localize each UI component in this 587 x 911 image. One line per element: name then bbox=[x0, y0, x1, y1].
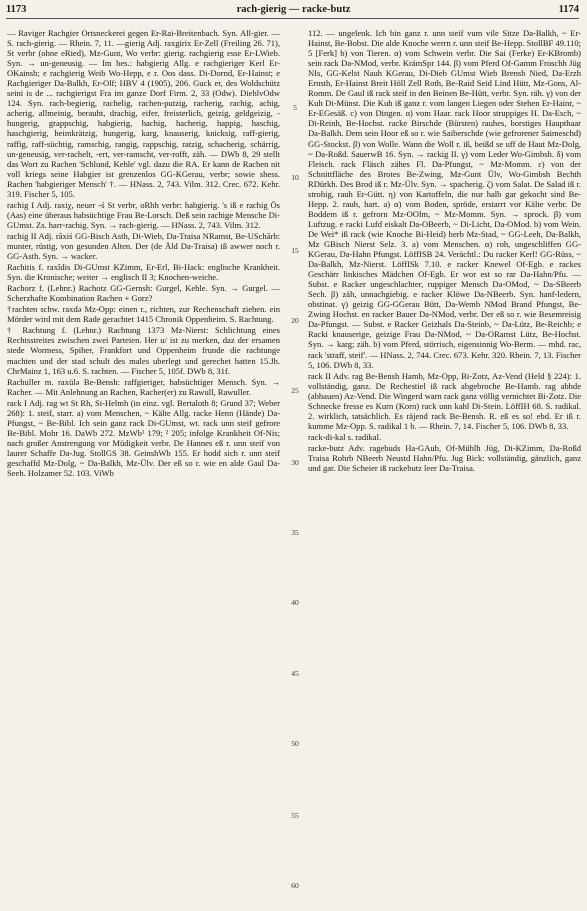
running-head: rach-gierig — racke-butz bbox=[236, 4, 351, 15]
line-number: 30 bbox=[291, 458, 299, 467]
page-number-right: 1174 bbox=[558, 4, 579, 15]
header-rule bbox=[6, 18, 579, 19]
entry-rachgier-continued: — Raviger Rachgier Ortsneckerei gegen Er-Rai-Breitenbach. Syn. All-gier. — S. rach-gierig. — Rhein. 7, 11. —gierig Adj. raxgirix Er-Zell (Freiling 26. 71), St verbr (ohne eRied), Mz-Gunt, Wo verbr: gierig. rachgierig esse Er-LWieb. Syn. → un-geneusig. — Im bes.: habgierig Allg. e rachgieriger Kerl Er-OKainsb; e rachgierig Weib Wo-Hepp, e r. Oos dass. Di-Dornd, Er-Hainst; e Rachgieriger Da-Balkh, Er-Olf; HBV 4 (1905), 206. Guck er, des Woldschütz seini is de ... rachgierigst Fra im ganze Dorf Firm. 2, 33 (Odw). DiehlvOdw 124. Syn. rach-begierig, rachelig, rachen-putzig, racherig, rachig, achig, acherig, allmeinig, berauht, drachig, eifer, freisterlich, geizig, geldgeizig, -hungerig, grappschig, habgierig, hachig, hacherig, happig, haschig, haschgierig, heimkrätzig, hungerig, karg, knauserig, knicksig, raff-gierig, raffig, raff-süchtig, ramschig, rangig, rappschig, ratzig, schacherig, schärrig, un-geneusig, ver-rachelt, -ert, ver-ramscht, ver-rofft, zäh. — DWb 8, 29 stellt das Wort zu Rachen 'Schlund, Kehle' vgl. dazu die RA. Er kann de Rachen nit voll kriegs seine Habgier ist grenzenlos GG-KGerau, verbr; sowie shess. Rachen 'habgieriger Mensch' †. — HNass. 2, 743. Vilm. 312. Crec. 672. Kehr. 319. Fischer 5, 105. bbox=[7, 28, 280, 199]
line-number: 55 bbox=[291, 811, 299, 820]
entry-rack-di-kal: rack-di-kal s. radikal. bbox=[308, 431, 382, 442]
entry-rachorz: Rachorz f. (Lehnr.) Rachotz GG-Gernsh: Gurgel, Kehle. Syn. → Gurgel. — Scherzhafte Kombination Rachen + Gorz? bbox=[7, 283, 280, 304]
right-column bbox=[308, 28, 581, 473]
line-number: 20 bbox=[291, 316, 299, 325]
line-number: 35 bbox=[291, 528, 299, 537]
line-number: 25 bbox=[291, 386, 299, 395]
entry-rachitis: Rachitis f. raxîdis Di-GUmst KZimm, Er-Erl, Bi-Hack: englische Krankheit. Syn. die Kronische; weiter → englisch II 3; Knochen-weiche. bbox=[7, 262, 280, 283]
entry-rachig-2: rachig II Adj. răxiś GG-Bisch Asth, Di-Wieb, Da-Traisa NRamst, Be-USchārb: munter, rüstig, von gesunden Alten. Der (de Åld Da-Traisa) iß awwer noch r. GG-Asth. Syn. → wacker. bbox=[7, 230, 280, 262]
line-number: 40 bbox=[291, 598, 299, 607]
entry-rack-2: rack II Adv. rag Be-Bensh Hamb, Mz-Opp, Bi-Zotz, Az-Vend (Held § 224): 1. vollständig, ganz. De Rechestiel iß rack abgebroche Be-Hamb. rag abhde (abhauen) Az-Vend. Die Wingerd warn rack ganz völlig vernichtet Bi-Zotz. Die Schnecke fresse es Kurn (Korn) rack unn kahl Di-Stein. LöffIH 68. S. radikal. 2. wirklich, tatsächlich. Es räjend rack Be-Bensh. R. eß es so! ebd. Er iß r. kumme Mz-Opp. S. radikal 1 b. — Rhein. 7, 14. Fischer 5, 106. DWb 8, 33. bbox=[308, 370, 581, 431]
entry-rachtung: † Rachtung f. (Lehnr.) Rachtung 1373 Mz-Nierst: Schlichtung eines Rechtsstreites zwischen zwei Parteien. Her u/ ist zu merken, daz der ersamen stede Wormess, Spiher, Frankfort und Oppenheim frunde die rachtunge machten und der stad schult des males uberlegt und gerechet hatten 15.Jh. ChrMainz 1, 163 u.6. S. rachten. — Fischer 5, 105f. DWb 8, 31f. bbox=[7, 325, 280, 376]
line-number: 45 bbox=[291, 669, 299, 678]
entry-rachig-1: rachig I Adj. raxiχ, neuer -ś St verbr, oRhh verbr: habgierig. 's iß e rachig Ös (Aas) eine überaus habsüchtige Frau Be-Lorsch. Deß sein rachige Mensche Di-GUmst. Zs. harr-rachig. Syn. → rach-gierig. — HNass. 2, 743. Vilm. 312. bbox=[7, 199, 280, 230]
entry-rack-1-continued: 112. — ungelenk. Ich bin ganz r. unn steif vum vile Sitze Da-Balkh, ~ Er-Hainst, Be-Bobst. Die alde Knoche werrn r. unn steif Be-Hepp. StollBF 49.110; 5 [Ferk] b) von Tieren. α) vom Schwein verbr. Die Sai (Ferke) Er-KBromb) sein rack Da-NMod, verbr. KrämSpr 144. β) vom Pferd Of-Gamm Froschh Jüg NIs, GG-Kelst Nauh KGerau, Di-Dieb GUmst Wieb Brensb Nied, Da-Erzh Ernsth, Er-Hainst Breit Höll Zell Roth, Be-Raid Seid Lind Hütt, Mz-Gons, Al-Romm. De Gaul iß rack steif in den Beinen Be-Hütt, verbr. Syn. räh. γ) von der Kuh Di-Münst. Die Kuh iß ganz r. vom langen Liegen oder Stehen Er-Hainr, ~ Er-EGesäß. c) von Dingen. α) vom Haar. rack Hoor struppiges H. Da-Esch, ~ Di-Reinh, Be-Hochst. racke Birschde (Bürsten) rauhes, borstiges Haupthaar Da-Balkh. Dem sein Hoor eß so r. wie Saiberschde (wie gefrorener Saimeschd) GG-Stockst. β) von Wolle. Wann die Woll r. iß, beißd se uff de Haut Mz-Dolg, ~ Da-Roßd. SauerwB 16. Syn. → rackig II. γ) vom Leder Wo-Gimbsh. δ) vom Fleisch. rack Fläsch zähes Fl. Da-Pfungst, ~ Mz-Momm. ε) von der Schnittfläche des Brotes Be-Zwing, Mz-Gunt Ülv, Wo-Gimbsh Bechth RDürkh. Des Brod iß r. Mz-Ülv. Syn. → spacherig. ζ) vom Salat. De Salad iß r. strohig, rauh Er-Gütt. η) von Kartoffeln, die nur halb gar gekocht sind Be-Hepp. 2. rauh, hart. a) α) vom Boden, spröde, erstarrt vor Kälte verbr. De Boddem iß r. gefrorn Mz-OOlm, ~ Mz-Momm. Syn. → sprock. β) vom Luftzug. e racki Lufd eiskalt Da-OBeerb, ~ Di-Licht, Da-OMod. b) vom Wein. De Wei* iß rack (wie Knoche Bi-Heid) herb Mz-Stad, ~ GG-Leeh, Da-Balkh, Mz GBisch Nierst Selz. 3. a) vom Menschen. α) roh, ungeschliffen GG-KGerau, Da-Hahn Pfungst. LöffISB 24. Verächtl.: Du racker Kerl! GG-Rüss, ~ Da-Balkh, Mz-Nierst. LöffISk 7.10. e racker Knewel Of-Egb. e rackes Geschärr linkisches Mädchen Of-Egb. Er wor est so rar Da-Hahn/Pfu. — Subst. e Racker ungeschlachter, ruppiger Mensch Da-OMod, ~ Da-SBeerb Sech. β) zäh, unnachgiebig. e racker Klöwe Da-NBeerb. Syn. hanf-ledern, obstinat. γ) geizig GG-GGerau Bütt, Da-Wemb NMod Brand Pfungst, Be-Zwing Hochst. en racker Bauer Da-NMod, verbr. Der eß so r. wie Besemreisig Da-Pfungst. — Subst. e Racker Geizhals Da-Steinb, ~ Da-Lütz, Be-Reichb; e Racki knauserige, geizige Frau Da-NMod, ~ Da-ORamst Lütz, Be-Hochst. Syn. → karg; zäh. b) vom Pferd, störrisch, eigensinnig Wo-Berm. — mhd. rac, rack 'straff, steif'. — HNass. 2, 744. Crec. 673. Kehr. 320. Rhein. 7, 13. Fischer 5, 106. DWb 8, 33. bbox=[308, 28, 581, 370]
line-number: 50 bbox=[291, 739, 299, 748]
line-number: 60 bbox=[291, 881, 299, 890]
entry-rack-1: rack I Adj. rag wt St Rh, Si-Helmh (in einz. vgl. Bertaloth 8; Grund 37; Weber 268): 1. steif, starr. a) vom Menschen, ~ Kälte Allg. racke Henn (Hände) Da-Pfungst, ~ Be-Bibl. Ich sein ganz rack Di-GUmst, wt. rack unn steif gefrore Be-Bibl. Mohr 16. DaWb 272. MzWb¹ 179; ² 205; infolge Krankheit Of-Nis; nach großer Anstrengung vor Müdigkeit verbr. De Hannes eß r. unn steif von laurer Schaffe Da-Jug. StollGS 38. GeinshWb 155. Er hodd sich r. unn steif geschaffd Mz-Dolg, ~ Da-Balkh, Mz-Ülv. Der eß so r. wie en alde Gaul Da-Seeh. Holzamer 52. 103. ViWb bbox=[7, 397, 280, 479]
entry-rachuller: Rachuller m. raxülə Be-Bensh: raffgieriger, habsüchtiger Mensch. Syn. → Racher. — Mit Anlehnung an Rachen, Racher(er) zu Rawull, Rawuller. bbox=[7, 376, 280, 397]
left-column bbox=[7, 28, 280, 478]
page-number-left: 1173 bbox=[6, 4, 27, 15]
line-number: 10 bbox=[291, 173, 299, 182]
line-number: 15 bbox=[291, 246, 299, 255]
entry-racke-butz: racke-butz Adv. ragebuds Ha-GAub, Of-Mühlh Jüg, Di-KZimm, Da-Roßd Traisa Rohrb NBeerb Neustd Hahn/Pfu. Jug Bick: vollständig, gänzlich, ganz und gar. Die Scheier iß rackebutz leer Da-Traisa. bbox=[308, 442, 581, 474]
entry-rachten: †rachten schw. raxdə Mz-Opp: einen r., richten, zur Rechenschaft ziehen. ein Mörder wird mit dem Rade gerachtet 1415 Chronik Oppenheim. S. Rachtung. bbox=[7, 304, 280, 325]
line-number: 5 bbox=[293, 103, 297, 112]
